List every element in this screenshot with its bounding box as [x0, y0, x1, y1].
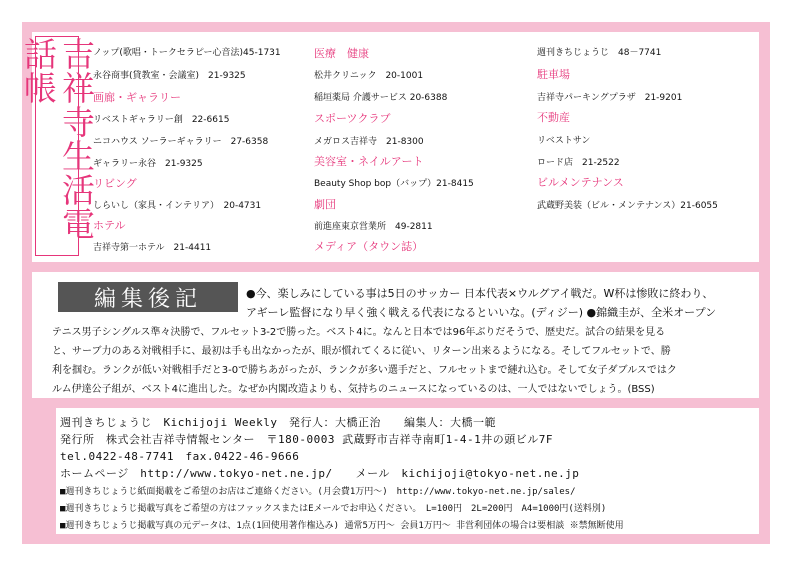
col3-category: 駐車場	[537, 68, 570, 81]
col1-category: 画廊・ギャラリー	[93, 91, 181, 104]
col1-entry: ギャラリー永谷 21-9325	[93, 159, 203, 169]
editorial-line: ●今、楽しみにしている事は5日のサッカー 日本代表×ウルグアイ戦だ。W杯は惨敗に終わり、	[246, 287, 714, 300]
editorial-line: テニス男子シングルス準々決勝で、フルセット3-2で勝った。ベスト4に。なんと日本では96年ぶりだそうで、歴史だ。試合の結果を見る	[52, 327, 666, 338]
directory-title-box	[19, 36, 96, 256]
col3-category: ビルメンテナンス	[537, 176, 624, 189]
col2-category: 医療 健康	[314, 47, 369, 60]
notice-line: ■週刊きちじょうじ掲載写真をご希望の方はファックスまたはEメールでお申込ください。 L=100円 2L=200円 A4=1000円(送料別)	[60, 504, 607, 514]
col2-entry: 稲垣薬局 介護サービス 20-6388	[314, 93, 448, 103]
col2-entry: メガロス吉祥寺 21-8300	[314, 137, 424, 147]
col1-entry: 吉祥寺第一ホテル 21-4411	[93, 243, 212, 253]
notice-line: ■週刊きちじょうじ紙面掲載をご希望のお店はご連絡ください。(月会費1万円～) http://www.tokyo-net.ne.jp/sales/	[60, 487, 576, 497]
publisher-line: 週刊きちじょうじ Kichijoji Weekly 発行人：大橋正治 編集人：大橋一範	[60, 416, 496, 429]
col1-entry: しらいし（家具・インテリア） 20-4731	[93, 201, 262, 211]
notice-line: ■週刊きちじょうじ掲載写真の元データは、1点(1回使用著作権込み) 通常5万円～ 会員1万円～ 非営利団体の場合は要相談 ※禁無断使用	[60, 521, 624, 531]
col2-category: 劇団	[314, 198, 336, 211]
phone-fax-line: tel.0422-48-7741 fax.0422-46-9666	[60, 450, 300, 463]
col1-entry: ニコハウス ソーラーギャラリー 27-6358	[93, 137, 269, 147]
editorial-line: アギーレ監督になり早く強く戦える代表になるといいな。(ディジー) ●錦織圭が、全米オープン	[246, 306, 717, 319]
web-mail-line: ホームページ http://www.tokyo-net.ne.jp/ メール kichijoji@tokyo-net.ne.jp	[60, 467, 580, 480]
editorial-line: と、サーブ力のある対戦相手に、最初は手も出なかったが、眼が慣れてくるに従い、リターン出来るようになる。そしてフルセットで、勝	[52, 346, 671, 357]
col2-entry: 前進座東京営業所 49-2811	[314, 222, 433, 232]
editorial-label: 編集後記	[58, 282, 238, 312]
col1-category: ホテル	[93, 219, 126, 232]
col3-entry: ロード店 21-2522	[537, 158, 620, 168]
col1-entry: 永谷商事(貸教室・会議室) 21-9325	[93, 71, 246, 81]
directory-title: 吉祥寺生活電話帳	[19, 37, 96, 241]
col3-entry: 武蔵野美装（ビル・メンテナンス）21-6055	[537, 201, 718, 211]
col3-entry: リベストサン	[537, 136, 591, 146]
col2-entry: 松井クリニック 20-1001	[314, 71, 424, 81]
editorial-line: 利を掴む。ランクが低い対戦相手だと3-0で勝ちあがったが、ランクが多い選手だと、フルセットまで縺れ込む。そして女子ダブルスではク	[52, 365, 677, 376]
col2-category: メディア（タウン誌）	[314, 240, 424, 253]
col1-category: リビング	[93, 177, 137, 190]
col2-category: スポーツクラブ	[314, 112, 391, 125]
editorial-line: ルム伊達公子組が、ベスト4に進出した。なぜか内閣改造よりも、気持ちのニュースになっているのは、一人ではないでしょう。(BSS)	[52, 384, 655, 395]
col3-entry: 吉祥寺パーキングプラザ 21-9201	[537, 93, 683, 103]
address-line: 発行所 株式会社吉祥寺情報センター 〒180-0003 武蔵野市吉祥寺南町1-4-1井の頭ビル7F	[60, 433, 554, 446]
col1-entry: リベストギャラリー創 22-6615	[93, 115, 230, 125]
col3-entry: 週刊きちじょうじ 48－7741	[537, 48, 662, 58]
col1-entry: ノップ(歌唱・トークセラピー心音法)45-1731	[93, 48, 281, 58]
col2-entry: Beauty Shop bop（バップ）21-8415	[314, 179, 474, 189]
col2-category: 美容室・ネイルアート	[314, 155, 424, 168]
col3-category: 不動産	[537, 111, 570, 124]
